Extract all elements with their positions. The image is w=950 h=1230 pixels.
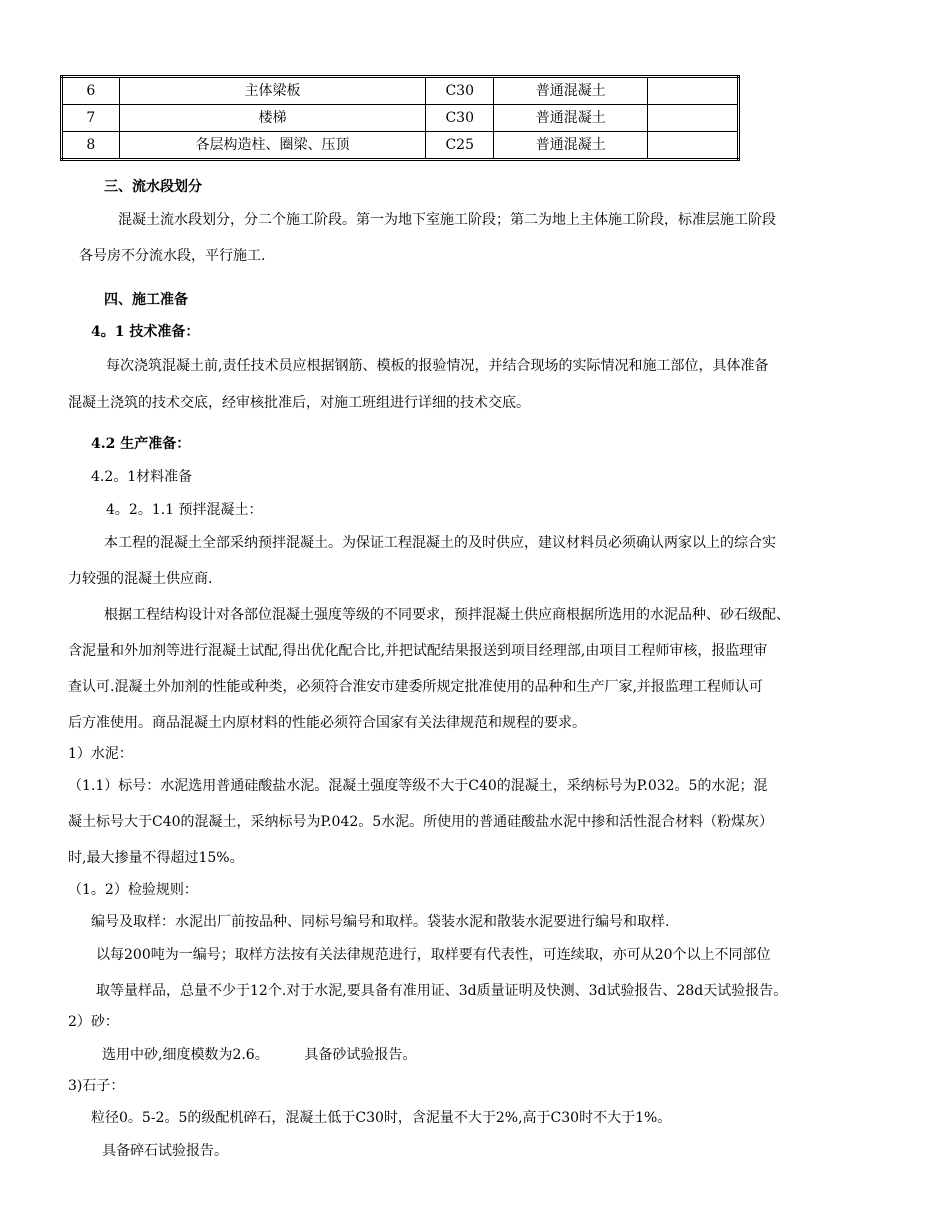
table-row: [62, 132, 739, 160]
item-heading: 2）砂：: [68, 1014, 119, 1030]
table-cell: C30: [426, 77, 494, 105]
paragraph-line: （1.1）标号：水泥选用普通硅酸盐水泥。混凝土强度等级不大于C40的混凝土，采纳标号为P.032。5的水泥；混: [68, 778, 768, 794]
table-cell: 6: [62, 77, 120, 105]
item-heading: 1）水泥：: [68, 746, 133, 762]
table-cell: [648, 105, 739, 132]
paragraph-line: 混凝土浇筑的技术交底，经审核批准后，对施工班组进行详细的技术交底。: [68, 395, 530, 411]
paragraph-line: 选用中砂,细度模数为2.6。 具备砂试验报告。: [102, 1047, 417, 1063]
paragraph-line: 力较强的混凝土供应商.: [68, 571, 213, 587]
table-cell: 各层构造柱、圈梁、压顶: [119, 132, 426, 160]
table-cell: 主体梁板: [119, 77, 426, 105]
paragraph-line: 编号及取样：水泥出厂前按品种、同标号编号和取样。袋装水泥和散装水泥要进行编号和取样.: [91, 914, 670, 930]
section-heading: 三、流水段划分: [104, 179, 202, 195]
subsection-heading: 4.2 生产准备：: [91, 436, 191, 452]
paragraph-line: 时,最大掺量不得超过15%。: [68, 850, 244, 866]
subsection-heading: 4。2。1.1 预拌混凝土：: [106, 502, 263, 518]
paragraph-line: 本工程的混凝土全部采纳预拌混凝土。为保证工程混凝土的及时供应，建议材料员必须确认两家以上的综合实: [104, 535, 776, 551]
table-cell: [648, 132, 739, 160]
paragraph-line: 含泥量和外加剂等进行混凝土试配,得出优化配合比,并把试配结果报送到项目经理部,由项目工程师审核，报监理审: [68, 643, 768, 659]
paragraph-line: 凝土标号大于C40的混凝土，采纳标号为P.042。5水泥。所使用的普通硅酸盐水泥中掺和活性混合材料（粉煤灰）: [68, 814, 774, 830]
table-row: [62, 77, 739, 105]
paragraph-line: 后方准使用。商品混凝土内原材料的性能必须符合国家有关法律规范和规程的要求。: [68, 715, 586, 731]
section-heading: 四、施工准备: [104, 292, 188, 308]
item-heading: 3)石子：: [68, 1078, 125, 1094]
paragraph-line: 具备碎石试验报告。: [102, 1143, 228, 1159]
table-cell: C25: [426, 132, 494, 160]
paragraph-line: 取等量样品，总量不少于12个.对于水泥,要具备有准用证、3d质量证明及快测、3d试验报告、28d天试验报告。: [96, 983, 788, 999]
table-cell: 普通混凝土: [494, 77, 648, 105]
concrete-grade-table: [60, 75, 740, 161]
table-cell: 7: [62, 105, 120, 132]
paragraph-line: 查认可.混凝土外加剂的性能或种类，必须符合淮安市建委所规定批准使用的品种和生产厂家,并报监理工程师认可: [68, 679, 763, 695]
table-cell: 8: [62, 132, 120, 160]
table-cell: 楼梯: [119, 105, 426, 132]
table-row: [62, 105, 739, 132]
paragraph-line: 每次浇筑混凝土前,责任技术员应根据钢筋、模板的报验情况，并结合现场的实际情况和施工部位，具体准备: [106, 358, 769, 374]
paragraph-line: 各号房不分流水段，平行施工.: [79, 248, 266, 264]
table-cell: 普通混凝土: [494, 132, 648, 160]
item-heading: （1。2）检验规则：: [68, 882, 198, 898]
paragraph-line: 混凝土流水段划分，分二个施工阶段。第一为地下室施工阶段；第二为地上主体施工阶段，标准层施工阶段: [118, 212, 776, 228]
table-cell: [648, 77, 739, 105]
subsection-heading: 4.2。1材料准备: [91, 469, 193, 485]
paragraph-line: 根据工程结构设计对各部位混凝土强度等级的不同要求，预拌混凝土供应商根据所选用的水泥品种、砂石级配、: [104, 607, 790, 623]
paragraph-line: 以每200吨为一编号；取样方法按有关法律规范进行，取样要有代表性，可连续取，亦可从20个以上不同部位: [96, 947, 771, 963]
subsection-heading: 4。1 技术准备：: [91, 324, 200, 340]
paragraph-line: 粒径0。5-2。5的级配机碎石，混凝土低于C30时，含泥量不大于2%,高于C30时不大于1%。: [91, 1110, 672, 1126]
table-cell: 普通混凝土: [494, 105, 648, 132]
table-cell: C30: [426, 105, 494, 132]
